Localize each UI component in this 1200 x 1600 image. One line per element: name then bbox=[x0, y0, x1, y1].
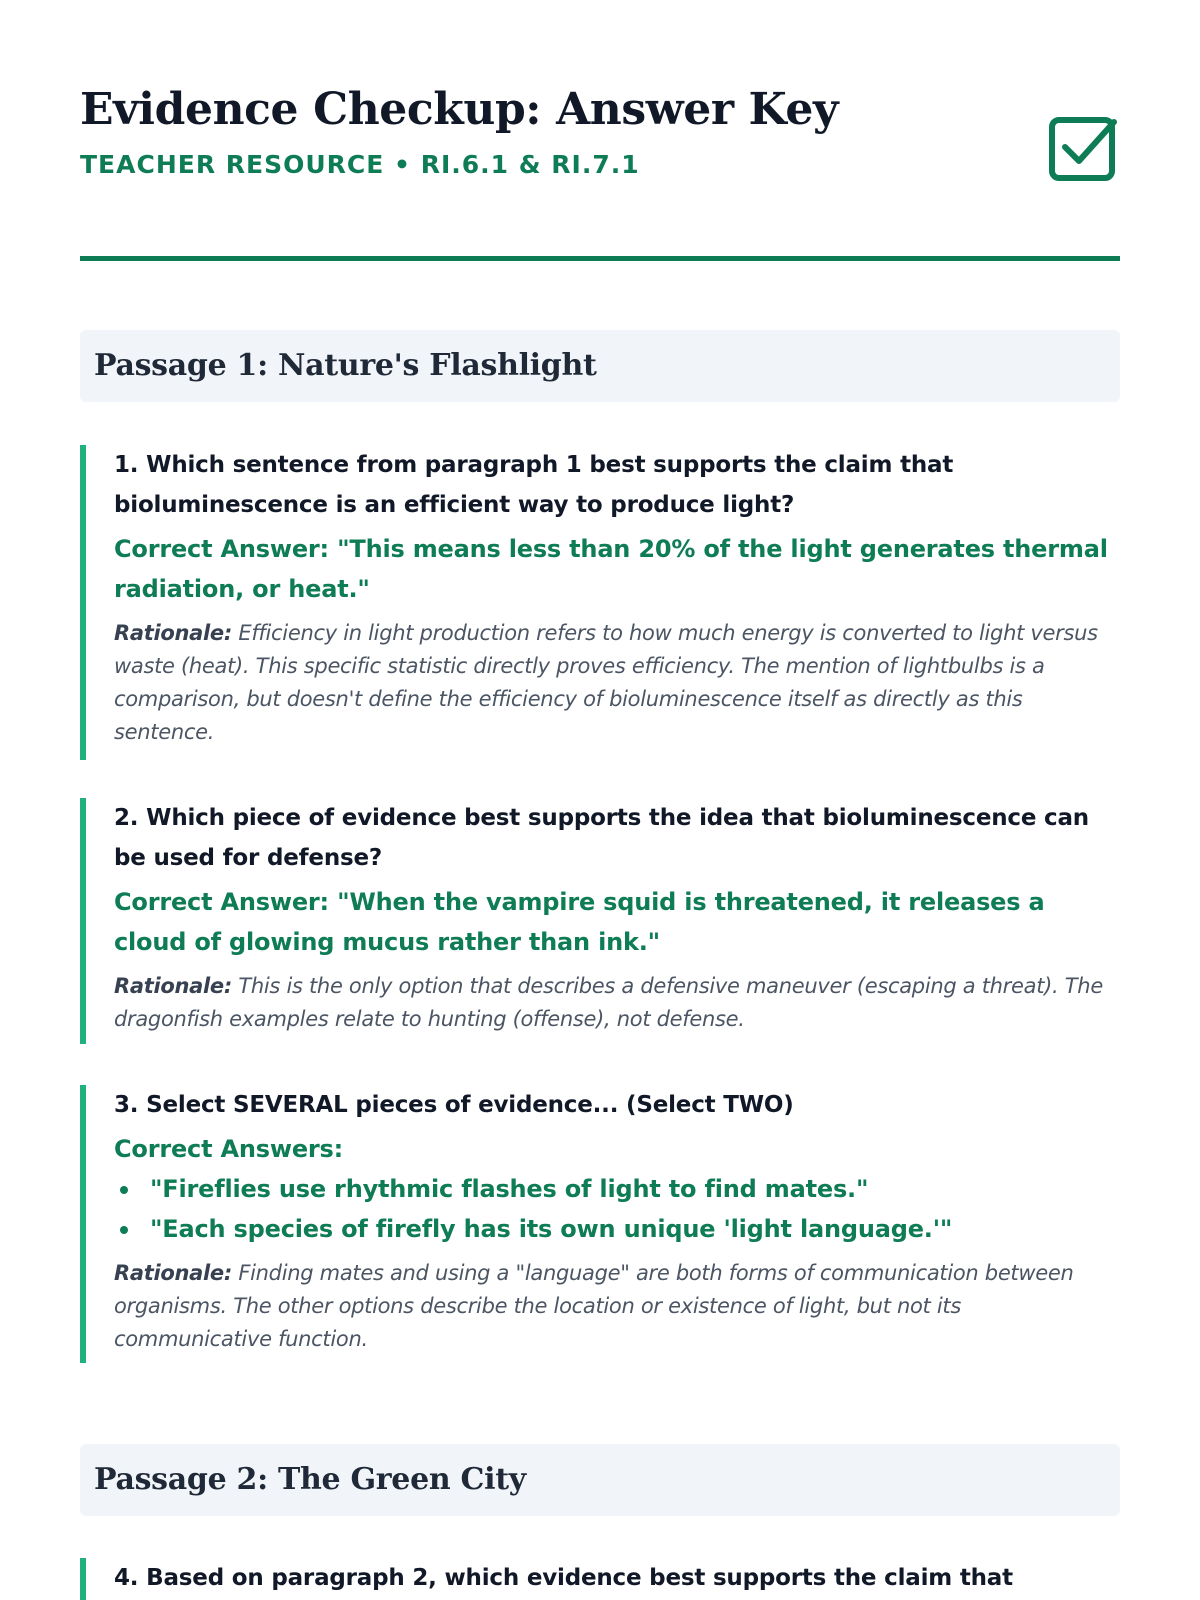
rationale bbox=[114, 970, 1120, 1036]
correct-answer: Correct Answer: "When the vampire squid is threatened, it releases a cloud of glowing mucus rather than ink." bbox=[114, 888, 1045, 956]
page-title: Evidence Checkup: Answer Key bbox=[80, 84, 839, 135]
passage-heading bbox=[80, 330, 1120, 402]
question-text: 1. Which sentence from paragraph 1 best supports the claim that bioluminescence is an efficient way to produce light? bbox=[114, 452, 954, 518]
question-item bbox=[80, 798, 1120, 1044]
rationale-text: This is the only option that describes a defensive maneuver (escaping a threat). The dragonfish examples relate to hunting (offense), not defense. bbox=[114, 974, 1103, 1031]
passage-title: Passage 2: The Green City bbox=[94, 1462, 526, 1497]
question-text: 4. Based on paragraph 2, which evidence best supports the claim that bbox=[114, 1565, 1013, 1591]
question-item bbox=[80, 445, 1120, 760]
rationale-label: Rationale: bbox=[114, 621, 232, 645]
rationale bbox=[114, 1257, 1120, 1356]
header-divider bbox=[80, 256, 1120, 261]
answer-key-page bbox=[80, 0, 1120, 1591]
rationale-label: Rationale: bbox=[114, 1261, 232, 1285]
page-header bbox=[80, 0, 1120, 260]
correct-answer: Correct Answer: "This means less than 20% of the light generates thermal radiation, or heat." bbox=[114, 535, 1108, 603]
rationale bbox=[114, 617, 1120, 749]
rationale-text: Finding mates and using a "language" are both forms of communication between organisms. The other options describe the location or existence of light, but not its communicative function. bbox=[114, 1261, 1074, 1351]
question-text: 3. Select SEVERAL pieces of evidence... (Select TWO) bbox=[114, 1092, 794, 1118]
question-item bbox=[80, 1558, 1120, 1600]
list-item: "Fireflies use rhythmic flashes of light to find mates." bbox=[114, 1169, 1120, 1209]
correct-answers-label: Correct Answers: bbox=[114, 1135, 344, 1163]
list-item: "Each species of firefly has its own unique 'light language.'" bbox=[114, 1209, 1120, 1249]
passage-heading bbox=[80, 1444, 1120, 1516]
question-text: 2. Which piece of evidence best supports the idea that bioluminescence can be used for defense? bbox=[114, 805, 1089, 871]
rationale-text: Efficiency in light production refers to how much energy is converted to light versus waste (heat). This specific statistic directly proves efficiency. The mention of lightbulbs is a comparison, but doesn't define the efficiency of bioluminescence itself as directly as this sentence. bbox=[114, 621, 1098, 744]
question-item bbox=[80, 1085, 1120, 1363]
page-subtitle: TEACHER RESOURCE • RI.6.1 & RI.7.1 bbox=[80, 150, 640, 179]
checkbox-check-icon bbox=[1048, 114, 1118, 184]
passage-title: Passage 1: Nature's Flashlight bbox=[94, 348, 597, 383]
rationale-label: Rationale: bbox=[114, 974, 232, 998]
correct-answers-list bbox=[114, 1169, 1120, 1249]
